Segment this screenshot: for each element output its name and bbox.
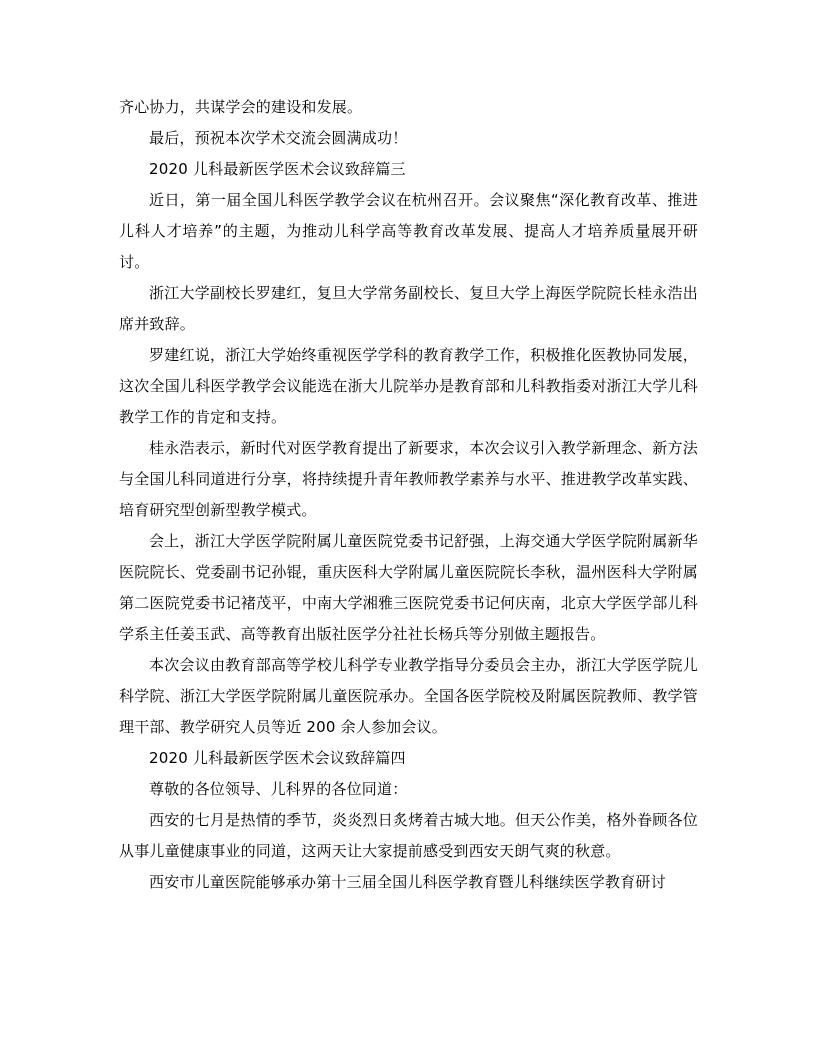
paragraph-13: 西安市儿童医院能够承办第十三届全国儿科医学教育暨儿科继续医学教育研讨 (149, 873, 666, 891)
paragraph-12: 西安的七月是热情的季节，炎炎烈日炙烤着古城大地。但天公作美，格外眷顾各位从事儿童健康事业的同道，这两天让大家提前感受到西安天朗气爽的秋意。 (119, 811, 698, 860)
paragraph-8: 会上，浙江大学医学院附属儿童医院党委书记舒强，上海交通大学医学院附属新华医院院长、党委副书记孙锟，重庆医科大学附属儿童医院院长李秋，温州医科大学附属第二医院党委书记褚茂平，中南大学湘雅三医院党委书记何庆南，北京大学医学部儿科学系主任姜玉武、高等教育出版社医学分社社长杨兵等分别做主题报告。 (119, 532, 698, 643)
paragraph-6: 罗建红说，浙江大学始终重视医学学科的教育教学工作，积极推化医教协同发展，这次全国儿科医学教学会议能选在浙大儿院举办是教育部和儿科教指委对浙江大学儿科教学工作的肯定和支持。 (119, 346, 698, 426)
paragraph-7: 桂永浩表示，新时代对医学教育提出了新要求，本次会议引入教学新理念、新方法与全国儿科同道进行分享，将持续提升青年教师教学素养与水平、推进教学改革实践、培育研究型创新型教学模式。 (119, 439, 698, 519)
paragraph-2: 最后，预祝本次学术交流会圆满成功！ (149, 129, 408, 147)
section-heading-4: 2020 儿科最新医学医术会议致辞篇四 (149, 749, 406, 767)
section-heading-3: 2020 儿科最新医学医术会议致辞篇三 (149, 160, 406, 178)
salutation: 尊敬的各位领导、儿科界的各位同道： (149, 780, 408, 798)
paragraph-9: 本次会议由教育部高等学校儿科学专业教学指导分委员会主办，浙江大学医学院儿科学院、浙江大学医学院附属儿童医院承办。全国各医学院校及附属医院教师、教学管理干部、教学研究人员等近 200 余人参加会议。 (119, 656, 698, 736)
paragraph-5: 浙江大学副校长罗建红，复旦大学常务副校长、复旦大学上海医学院院长桂永浩出席并致辞。 (119, 284, 698, 333)
paragraph-1: 齐心协力，共谋学会的建设和发展。 (119, 98, 363, 116)
paragraph-4: 近日，第一届全国儿科医学教学会议在杭州召开。会议聚焦“深化教育改革、推进儿科人才培养”的主题，为推动儿科学高等教育改革发展、提高人才培养质量展开研讨。 (119, 191, 698, 271)
